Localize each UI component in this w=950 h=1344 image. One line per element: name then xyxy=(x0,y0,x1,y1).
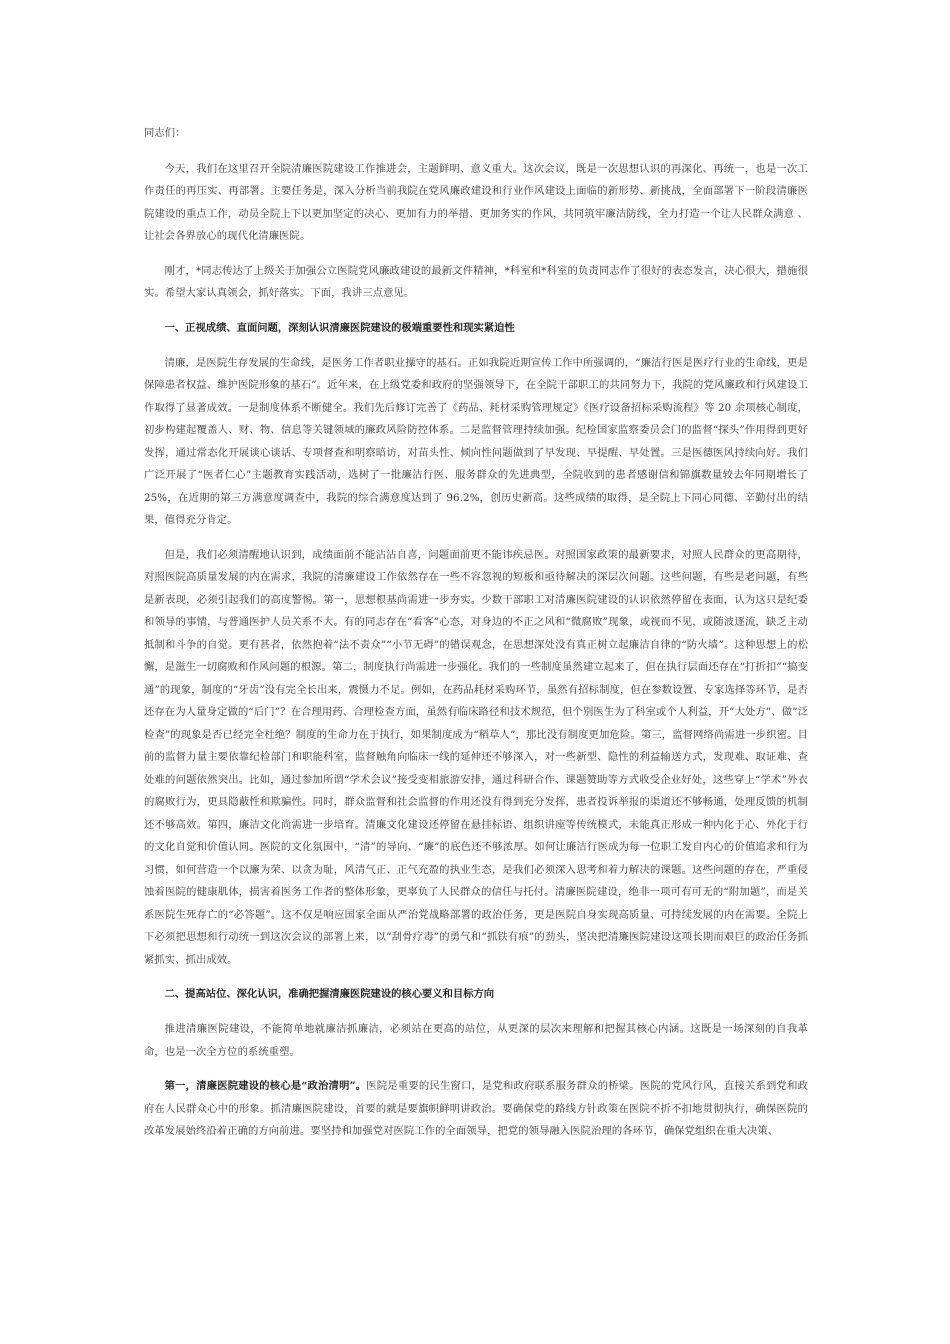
opening-paragraph: 今天，我们在这里召开全院清廉医院建设工作推进会，主题鲜明、意义重大。这次会议，既是一次思想认识的再深化、再统一，也是一次工作责任的再压实、再部署。主要任务是，深入分析当前我院在党风廉政建设和行业作风建设上面临的新形势、新挑战，全面部署下一阶段清廉医院建设的重点工作，动员全院上下以更加坚定的决心、更加有力的举措、更加务实的作风，共同筑牢廉洁防线，全力打造一个让人民群众满意 、让社会各界放心的现代化清廉医院。 xyxy=(144,162,808,242)
section-2-heading: 二、提高站位、深化认识，准确把握清廉医院建设的核心要义和目标方向 xyxy=(164,988,495,1000)
section-1-heading: 一、正视成绩、直面问题，深刻认识清廉医院建设的极端重要性和现实紧迫性 xyxy=(164,321,515,334)
document-body xyxy=(144,122,808,1155)
point-1-lead: 第一，清廉医院建设的核心是“政治清明”。 xyxy=(164,1080,367,1092)
transition-paragraph: 刚才，*同志传达了上级关于加强公立医院党风廉政建设的最新文件精神，*科室和*科室的负责同志作了很好的表态发言，决心很大，措施很实。希望大家认真领会，抓好落实。下面，我讲三点意见。 xyxy=(144,264,808,299)
section-2-intro: 推进清廉医院建设，不能简单地就廉洁抓廉洁，必须站在更高的站位，从更深的层次来理解和把握其核心内涵。这既是一场深刻的自我革命，也是一次全方位的系统重塑。 xyxy=(144,1023,808,1058)
salutation: 同志们： xyxy=(144,127,186,139)
point-1-body: 医院是重要的民生窗口，是党和政府联系服务群众的桥梁。医院的党风行风，直接关系到党和政府在人民群众心中的形象。抓清廉医院建设，首要的就是要旗帜鲜明讲政治。要确保党的路线方针政策在医院不折不扣地贯彻执行，确保医院的改革发展始终沿着正确的方向前进。要坚持和加强党对医院工作的全面领导，把党的领导融入医院治理的各环节，确保党组织在重大决策、 xyxy=(144,1080,808,1137)
section-1-paragraph: 清廉，是医院生存发展的生命线，是医务工作者职业操守的基石。正如我院近期宣传工作中所强调的，“廉洁行医是医疗行业的生命线，更是保障患者权益、维护医院形象的基石”。近年来，在上级党委和政府的坚强领导下，在全院干部职工的共同努力下，我院的党风廉政和行风建设工作取得了显著成效。一是制度体系不断健全。我们先后修订完善了《药品、耗材采购管理规定》《医疗设备招标采购流程》等 20 余项核心制度，初步构建起覆盖人、财、物、信息等关键领域的廉政风险防控体系。二是监督管理持续加强。纪检国家监察委员会门的监督“探头”作用得到更好发挥，通过常态化开展谈心谈话、专项督查和明察暗访，对苗头性、倾向性问题做到了早发现、早提醒、早处置。三是医德医风持续向好。我们广泛开展了“医者仁心”主题教育实践活动，选树了一批廉洁行医、服务群众的先进典型，全院收到的患者感谢信和锦旗数量较去年同期增长了 25%，在近期的第三方满意度调查中，我院的综合满意度达到了 96.2%，创历史新高。这些成绩的取得，是全院上下同心同德、辛勤付出的结果，值得充分肯定。 xyxy=(144,356,808,526)
section-2-point-1 xyxy=(144,1075,808,1143)
section-1-paragraph: 但是，我们必须清醒地认识到，成绩面前不能沾沾自喜，问题面前更不能讳疾忌医。对照国家政策的最新要求，对照人民群众的更高期待，对照医院高质量发展的内在需求，我院的清廉建设工作依然存在一些不容忽视的短板和亟待解决的深层次问题。这些问题，有些是老问题，有些是新表现，必须引起我们的高度警惕。第一，思想根基尚需进一步夯实。少数干部职工对清廉医院建设的认识依然停留在表面，认为这只是纪委和领导的事情，与普通医护人员关系不大。有的同志存在“看客”心态，对身边的不正之风和“微腐败”现象，或视而不见，或随波逐流，缺乏主动抵制和斗争的自觉。更有甚者，依然抱着“法不责众”“小节无碍”的错误观念，在思想深处没有真正树立起廉洁自律的“防火墙”。这种思想上的松懈，是滋生一切腐败和作风问题的根源。第二，制度执行尚需进一步强化。我们的一些制度虽然建立起来了，但在执行层面还存在“打折扣”“搞变通”的现象，制度的“牙齿”没有完全长出来，震慑力不足。例如，在药品耗材采购环节，虽然有招标制度，但在参数设置、专家选择等环节，是否还存在为人量身定做的“后门”？在合理用药、合理检查方面，虽然有临床路径和技术规范，但个别医生为了科室或个人利益，开“大处方”、做“泛检查”的现象是否已经完全杜绝？制度的生命力在于执行，如果制度成为“稻草人”，那比没有制度更加危险。第三，监督网络尚需进一步织密。目前的监督力量主要依靠纪检部门和职能科室，监督触角向临床一线的延伸还不够深入，对一些新型、隐性的利益输送方式，发现难、取证难、查处难的问题依然突出。比如，通过参加所谓“学术会议”接受变相旅游安排，通过科研合作、课题赞助等方式收受企业好处，这些穿上“学术”外衣的腐败行为，更具隐蔽性和欺骗性。同时，群众监督和社会监督的作用还没有得到充分发挥，患者投诉举报的渠道还不够畅通，处理反馈的机制还不够高效。第四，廉洁文化尚需进一步培育。清廉文化建设还停留在悬挂标语、组织讲座等传统模式，未能真正形成一种内化于心、外化于行的文化自觉和价值认同。医院的文化氛围中，“清”的导向、“廉”的底色还不够浓厚。如何让廉洁行医成为每一位职工发自内心的价值追求和行为习惯，如何营造一个以廉为荣、以贪为耻，风清气正、正气充盈的执业生态，是我们必须深入思考和着力解决的课题。这些问题的存在，严重侵蚀着医院的健康肌体，损害着医务工作者的整体形象，更辜负了人民群众的信任与托付。清廉医院建设，绝非一项可有可无的“附加题”，而是关系医院生死存亡的“必答题”。这不仅是响应国家全面从严治党战略部署的政治任务，更是医院自身实现高质量、可持续发展的内在需要。全院上下必须把思想和行动统一到这次会议的部署上来，以“刮骨疗毒”的勇气和“抓铁有痕”的劲头，坚决把清廉医院建设这项长期而艰巨的政治任务抓紧抓实、抓出成效。 xyxy=(144,548,808,966)
